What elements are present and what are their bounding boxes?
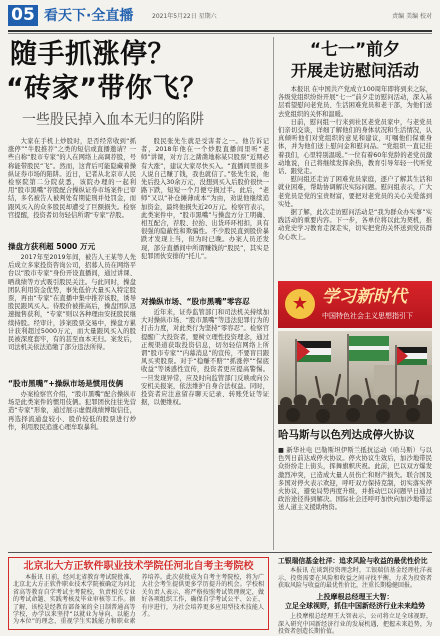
lead-body-b1: 股民张先生就是受害者之一。他告诉记者，2018年他在一个炒股直播间里听“老师”讲课，对方言之凿凿地称某只股票“近期必有大涨”，建议大家尽快买入。“直播间里很多人说自己赚了钱，我也就信了。”张先生说，他先后投入30余万元，没想到买入后股价很快一路下跌，短短一个月便亏损过半。此后，“老师”又以“补仓摊薄成本”为由，劝说他继续追加资金，最终他损失近20万元。检察官表示，此类案件中，“股市黑嘴”与操盘方分工明确、相互配合，荐股、拉抬、出货环环相扣，具有很强的隐蔽性和欺骗性。不少股民直到股价暴跌才发现上当，但为时已晚。办案人员还发现，部分直播间中所谓赚钱的“股民”，其实是犯罪团伙安排的“托儿”。 bbox=[141, 138, 269, 260]
banner-subtitle: 中国特色社会主义思想指引下 bbox=[322, 312, 413, 320]
lead-subhead-2: “股市黑嘴”+操纵市场是惯用伎俩 bbox=[8, 379, 124, 388]
lead-body-a1: 大家在手机上炒股时，是否经常收到“抓涨停”“牛股推荐”之类的短信或直播邀请？一些自称“股市专家”的人在网络上高调荐股，号称能带股民“飞”。然而，这背后可能隐藏着操纵证券市场的陷阱。近日，记者从北京市人民检察院第二分院获悉，该院办理的一起利用“股市黑嘴”荐股配合操纵证券市场案件已审结，多名被告人被判处有期徒刑并处罚金，而跟风买入的众多股民却遭受了巨额损失。检察官提醒，投资者切勿轻信所谓“专家”荐股。 bbox=[8, 138, 136, 219]
lead-subhead-1: 操盘方获利超 5000 万元 bbox=[8, 242, 96, 251]
news-photo bbox=[278, 331, 432, 424]
finance-headline-1: 工银瑞信基金杜洋：追求风险与收益的最优性价比 bbox=[278, 557, 428, 565]
side-paragraph-3: 慰问组还走访了困难党员家庭，逐户了解其生活和就业困难，帮助协调解决实际问题。慰问组表示，广大老党员是党的宝贵财富，要把对老党员的关心关爱落到实处。 bbox=[278, 176, 432, 208]
side-headline-line-2: 开展走访慰问活动 bbox=[290, 61, 419, 80]
lead-headline-line-2: “砖家”带你飞？ bbox=[6, 73, 208, 104]
lead-body-b2: 近年来，证券监管部门和司法机关持续加大对操纵市场、“股市黑嘴”等违法犯罪行为的打击力度，对此类行为坚持“零容忍”。检察官提醒广大投资者，要树立理性投资理念，通过正规渠道获取投资信息，切勿轻信网络上所谓“股市专家”“内幕消息”的宣传，不要盲目跟风买卖股票。对于“稳赚不赔”“抓涨停”“保底收益”等诱惑性宣传，投资者更应提高警惕。一旦发现异常，应及时向监管部门反映或向公安机关报案，依法维护自身合法权益。同时，投资者应注意留存聊天记录、转账凭证等证据，以便维权。 bbox=[141, 309, 269, 407]
finance-body-1: 本报讯 在谈到投资理念时，工银瑞信基金经理杜洋表示，投资需要在风险和收益之间寻找平衡，力求为投资者获取风险与收益的最优性价比，注重长期稳健回报。 bbox=[278, 567, 432, 589]
lead-body-a3: 办案检察官介绍，“股市黑嘴”配合操纵市场是此类案件的惯用伎俩。犯罪团伙往往先营造“专家”形象，通过展示虚假战绩博取信任，再选择流通盘较小、股价较低的股票进行炒作，利用股民追涨心理牟取暴利。 bbox=[8, 391, 136, 431]
side-paragraph-4: 据了解，此次走访慰问活动是“我为群众办实事”实践活动的重要内容。下一步，各单位将以此为契机，推动党史学习教育走深走实，切实把党的关怀送到党员群众心坎上。 bbox=[278, 209, 432, 241]
side-story-body bbox=[278, 86, 432, 276]
side-paragraph-2: 日前，慰问组一行来到社区老党员家中，与老党员们亲切交谈，详细了解他们的身体状况和生活情况，认真倾听他们对党组织的意见和建议，叮嘱他们保重身体，并为他们送上慰问金和慰问品。“党组织一直记挂着我们，心里特别温暖。”一位有着60年党龄的老党员激动地说，自己将继续发挥余热，教育引导年轻一代听党话、跟党走。 bbox=[278, 118, 432, 176]
banner-title: 学习新时代 bbox=[322, 287, 407, 307]
photo-building bbox=[374, 365, 432, 395]
editor-credits: 责编 美编 校对 bbox=[392, 13, 432, 20]
party-history-banner bbox=[278, 281, 432, 328]
side-paragraph-1: 本报讯 在中国共产党成立100周年即将到来之际，各级党组织纷纷开展“七一”前夕走访慰问活动，深入基层看望慰问老党员、生活困难党员和老干部，为他们送去党组织的关怀和温暖。 bbox=[278, 86, 432, 118]
page-number: 05 bbox=[8, 5, 38, 26]
header-rule-thin bbox=[8, 33, 432, 34]
lead-subheadline: 一些股民掉入血本无归的陷阱 bbox=[22, 112, 204, 128]
finance-body-2: 上投摩根总经理王大智表示，公司将立足全球视野，深入研究中国新经济行业的发展机遇，把握未来趋势，为投资者创造长期价值。 bbox=[278, 613, 432, 635]
photo-caption: 哈马斯与以色列达成停火协议 bbox=[278, 429, 415, 441]
lead-body-a2: 2017年至2019年间，被告人王某等人先后成立多家投资咨询公司，招募人员在网络平台以“股市专家”身份开设直播间，通过讲课、晒战绩等方式吸引股民关注。与此同时，操盘团队利用资金优势，事先低价大量买入特定股票，再由“专家”在直播中集中推荐该股，诱导股民跟风买入。待股价被推高后，操盘团队迅速抛售获利，“专家”则以各种理由安抚股民继续持股。经审计，涉案股票交易中，操盘方累计获利超过5000万元，而大量跟风买入的股民被深度套牢，有的甚至血本无归。案发后，司法机关依法追缴了部分违法所得。 bbox=[8, 254, 136, 352]
side-headline-line-1: “七一”前夕 bbox=[309, 40, 401, 60]
finance-headline-2-line-2: 立足全球视野，抓住中国新经济行业未来趋势 bbox=[285, 602, 425, 610]
finance-headline-2-line-1: 上投摩根总经理王大智： bbox=[316, 593, 394, 601]
section-title: 看天下·全直播 bbox=[44, 8, 134, 24]
bottom-section-rule bbox=[8, 552, 432, 553]
lead-headline-line-1: 随手抓涨停？ bbox=[10, 39, 175, 70]
notice-box bbox=[8, 557, 269, 630]
notice-body: 本报讯 日前，经河北省教育考试院批准，北京北大方正软件职业技术学院被确定为河北省高等教育自学考试主考院校，负责相关专业的考试命题、实践考核及毕业审核等工作。据了解，该校是经教育部备案的全日制普通高等学校，办学以来坚持“以就业为导向、以能力为本位”的理念，重视学生实践能力和职业素养培养。此次获批成为自考主考院校，将为广大社会考生提供更多学历提升的机会。学校相关负责人表示，将严格按照考试管理规定，做好各项组织工作，确保自学考试公平、公正、有序进行，为社会培养更多应用型技术技能人才。 bbox=[13, 574, 264, 626]
notice-title: 北京北大方正软件职业技术学院任河北自考主考院校 bbox=[23, 561, 254, 572]
lead-subhead-3: 对操纵市场、“股市黑嘴”零容忍 bbox=[141, 297, 250, 306]
crowd bbox=[278, 394, 432, 425]
photo-story-body: ■ 新华社电 巴勒斯坦伊斯兰抵抗运动（哈马斯）与以色列日前达成停火协议。停火协议生效后，加沙地带民众纷纷走上街头，挥舞旗帜庆祝。此前，巴以双方爆发激烈冲突，已造成大量人员伤亡和财产损失。联合国及多国对停火表示欢迎，呼吁双方保持克制，切实落实停火协议，避免局势再度升级，并推动巴以问题早日通过政治途径得到解决。国际社会还呼吁加快向加沙地带运送人道主义援助物资。 bbox=[278, 447, 432, 512]
header-rule bbox=[8, 30, 432, 32]
star-emblem-icon: ★ bbox=[285, 289, 315, 319]
column-divider bbox=[273, 37, 274, 550]
issue-date: 2021年5月22日 星期六 bbox=[152, 13, 217, 20]
